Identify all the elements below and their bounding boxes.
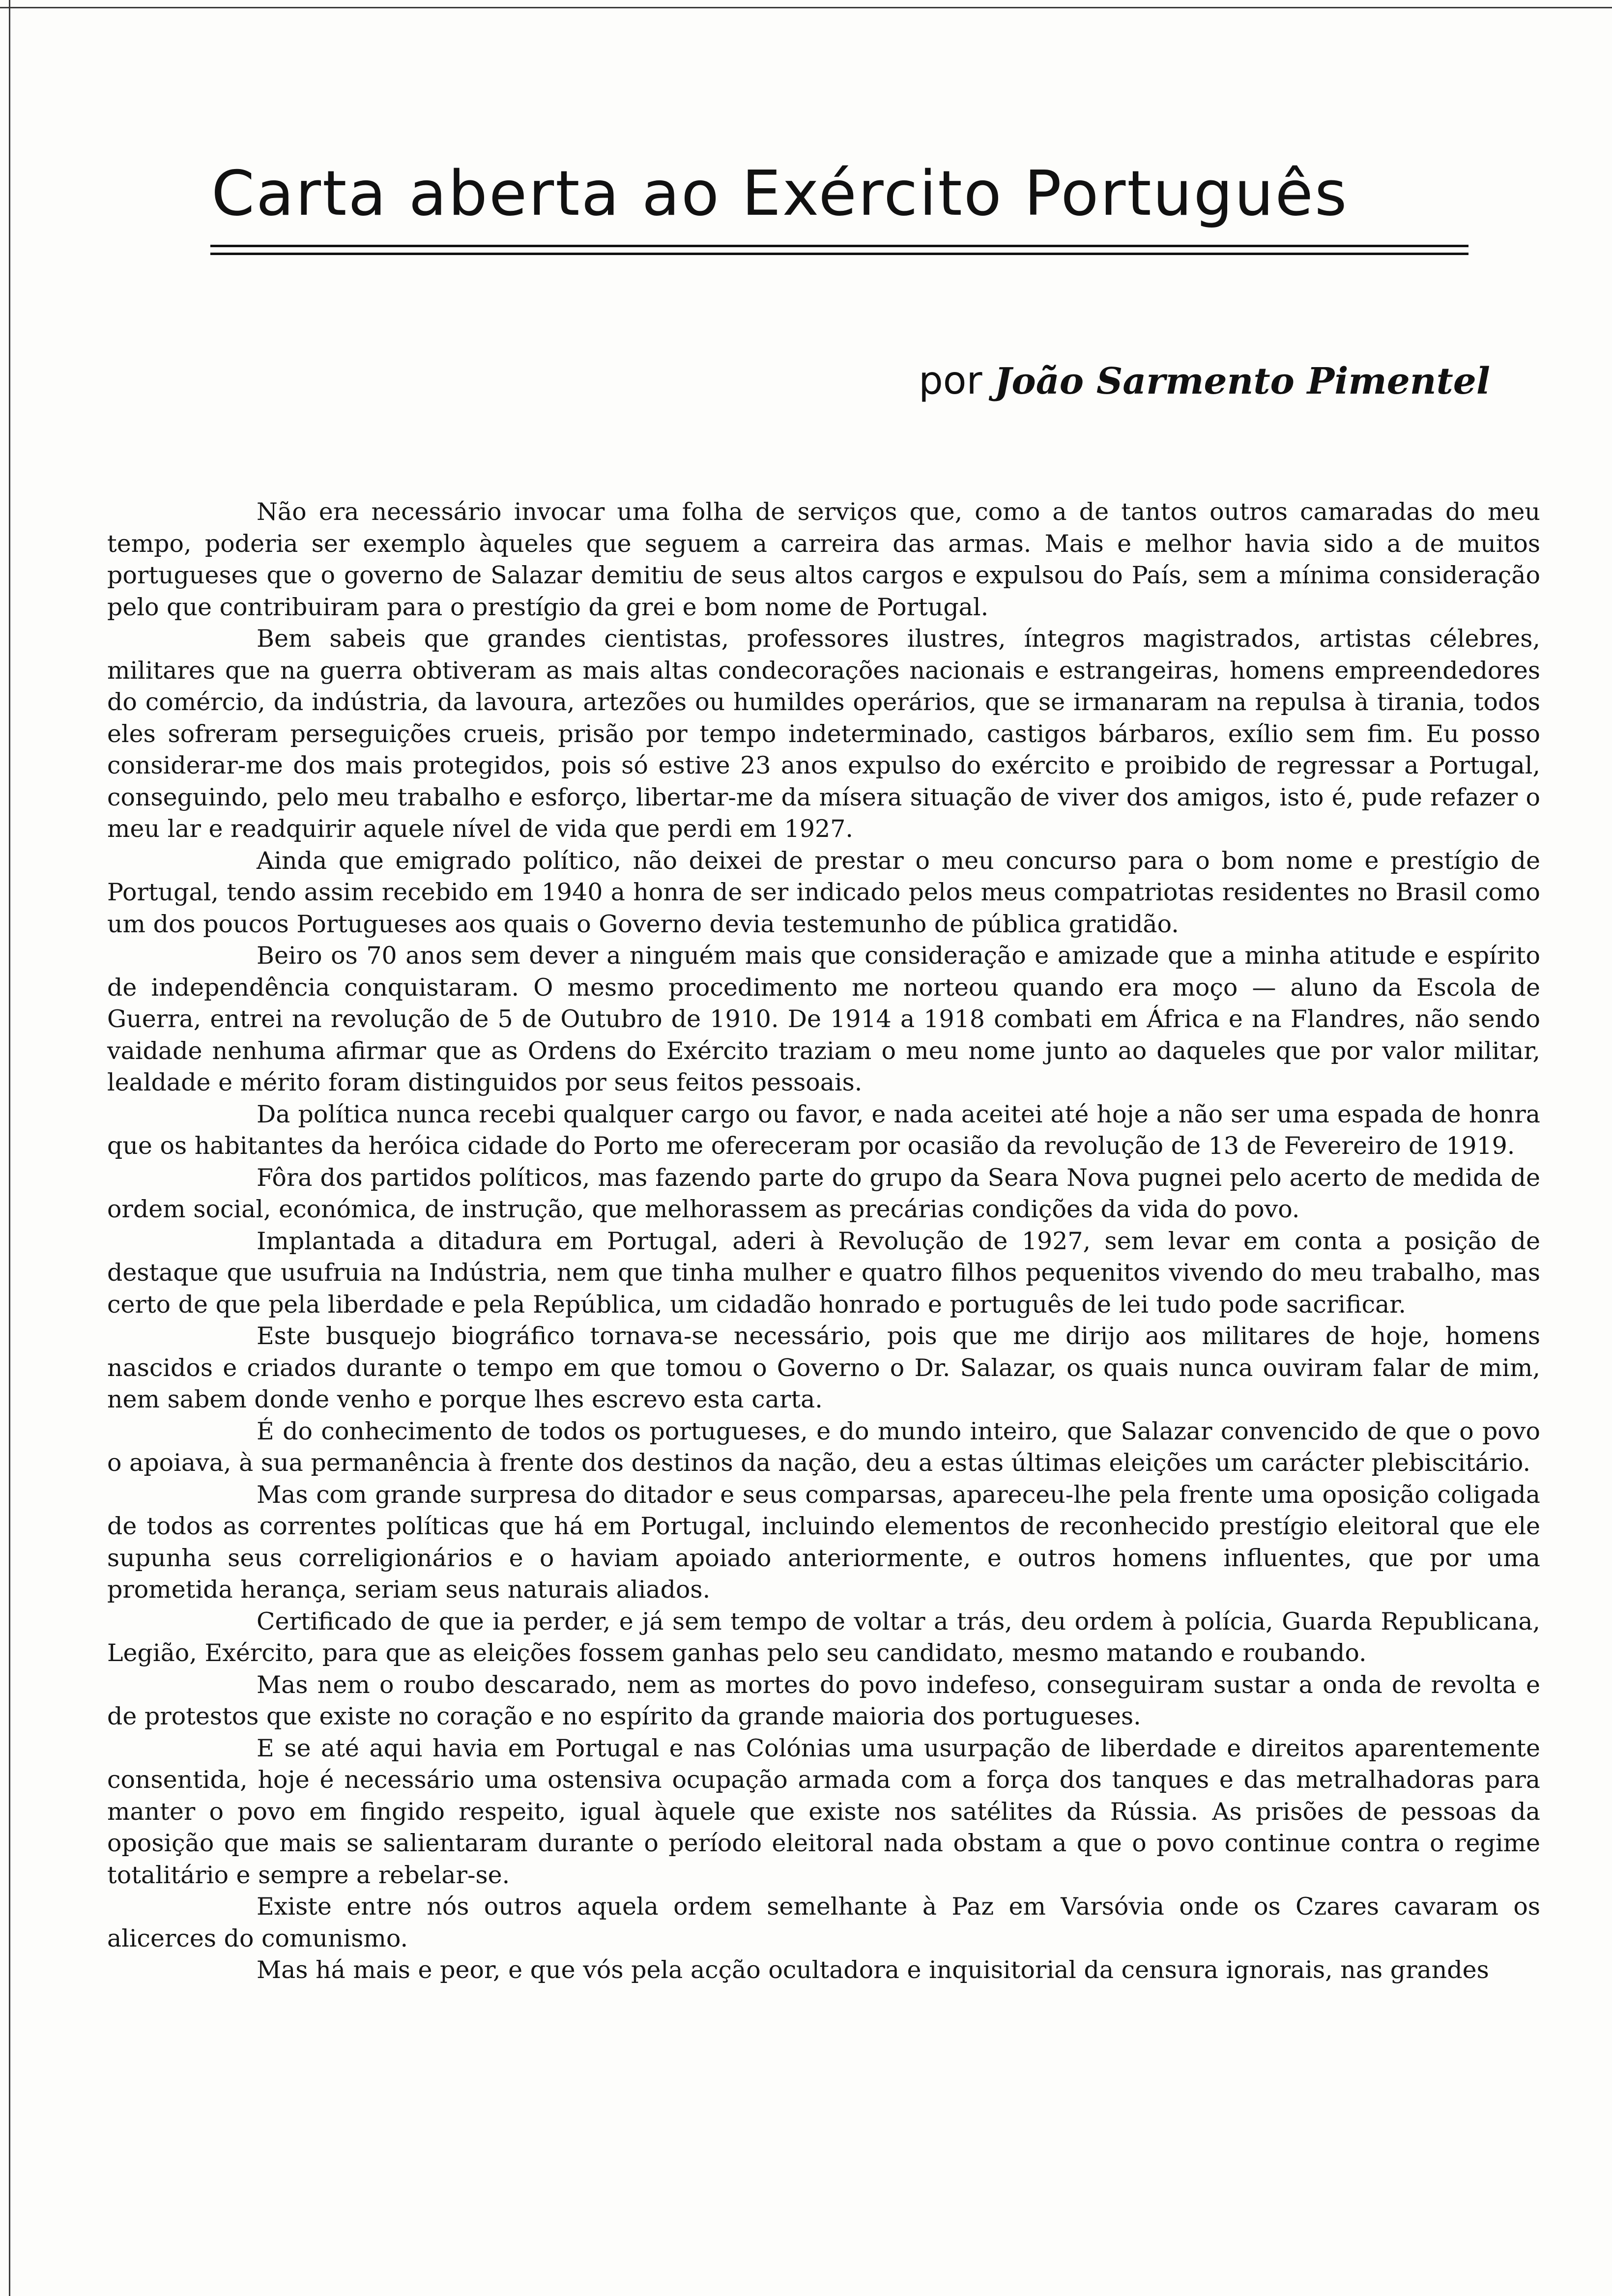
article-body [107, 496, 1540, 1986]
paragraph: Mas com grande surpresa do ditador e seus comparsas, apareceu-lhe pela frente uma oposição coligada de todos as correntes políticas que há em Portugal, incluindo elementos de reconhecido prestígio eleitoral que ele supunha seus correligionários e o haviam apoiado anteriormente, e outros homens influentes, que por uma prometida herança, seriam seus naturais aliados. [107, 1480, 1540, 1604]
author-name: João Sarmento Pimentel [994, 360, 1490, 402]
paragraph: Ainda que emigrado político, não deixei de prestar o meu concurso para o bom nome e prestígio de Portugal, tendo assim recebido em 1940 a honra de ser indicado pelos meus compatriotas residentes no Brasil como um dos poucos Portugueses aos quais o Governo devia testemunho de pública gratidão. [107, 846, 1540, 938]
paragraph: E se até aqui havia em Portugal e nas Colónias uma usurpação de liberdade e direitos aparentemente consentida, hoje é necessário uma ostensiva ocupação armada com a força dos tanques e das metralhadoras para manter o povo em fingido respeito, igual àquele que existe nos satélites da Rússia. As prisões de pessoas da oposição que mais se salientaram durante o período eleitoral nada obstam a que o povo continue contra o regime totalitário e sempre a rebelar-se. [107, 1734, 1540, 1889]
paragraph: Bem sabeis que grandes cientistas, professores ilustres, íntegros magistrados, artistas célebres, militares que na guerra obtiveram as mais altas condecorações nacionais e estrangeiras, homens empreendedores do comércio, da indústria, da lavoura, artezões ou humildes operários, que se irmanaram na repulsa à tirania, todos eles sofreram perseguições crueis, prisão por tempo indeterminado, castigos bárbaros, exílio sem fim. Eu posso considerar-me dos mais protegidos, pois só estive 23 anos expulso do exército e proibido de regressar a Portugal, conseguindo, pelo meu trabalho e esforço, libertar-me da mísera situação de viver dos amigos, isto é, pude refazer o meu lar e readquirir aquele nível de vida que perdi em 1927. [107, 625, 1540, 843]
paragraph: Não era necessário invocar uma folha de serviços que, como a de tantos outros camaradas do meu tempo, poderia ser exemplo àqueles que seguem a carreira das armas. Mais e melhor havia sido a de muitos portugueses que o governo de Salazar demitiu de seus altos cargos e expulsou do País, sem a mínima consideração pelo que contribuiram para o prestígio da grei e bom nome de Portugal. [107, 498, 1540, 621]
page-title: Carta aberta ao Exército Português [211, 157, 1349, 230]
paragraph: Certificado de que ia perder, e já sem tempo de voltar a trás, deu ordem à polícia, Guarda Republicana, Legião, Exército, para que as eleições fossem ganhas pelo seu candidato, mesmo matando e roubando. [107, 1607, 1540, 1667]
paragraph: Beiro os 70 anos sem dever a ninguém mais que consideração e amizade que a minha atitude e espírito de independência conquistaram. O mesmo procedimento me norteou quando era moço — aluno da Escola de Guerra, entrei na revolução de 5 de Outubro de 1910. De 1914 a 1918 combati em África e na Flandres, não sendo vaidade nenhuma afirmar que as Ordens do Exército traziam o meu nome junto ao daqueles que por valor militar, lealdade e mérito foram distinguidos por seus feitos pessoais. [107, 942, 1540, 1096]
paragraph: Da política nunca recebi qualquer cargo ou favor, e nada aceitei até hoje a não ser uma espada de honra que os habitantes da heróica cidade do Porto me ofereceram por ocasião da revolução de 13 de Fevereiro de 1919. [107, 1100, 1540, 1160]
paragraph: Este busquejo biográfico tornava-se necessário, pois que me dirijo aos militares de hoje, homens nascidos e criados durante o tempo em que tomou o Governo o Dr. Salazar, os quais nunca ouviram falar de mim, nem sabem donde venho e porque lhes escrevo esta carta. [107, 1322, 1540, 1413]
paragraph: Fôra dos partidos políticos, mas fazendo parte do grupo da Seara Nova pugnei pelo acerto de medida de ordem social, económica, de instrução, que melhorassem as precárias condições da vida do povo. [107, 1163, 1540, 1223]
byline [919, 359, 1490, 403]
paragraph: Existe entre nós outros aquela ordem semelhante à Paz em Varsóvia onde os Czares cavaram os alicerces do comunismo. [107, 1893, 1540, 1952]
paragraph: Mas nem o roubo descarado, nem as mortes do povo indefeso, conseguiram sustar a onda de revolta e de protestos que existe no coração e no espírito da grande maioria dos portugueses. [107, 1670, 1540, 1730]
paragraph: É do conhecimento de todos os portugueses, e do mundo inteiro, que Salazar convencido de que o povo o apoiava, à sua permanência à frente dos destinos da nação, deu a estas últimas eleições um carácter plebiscitário. [107, 1417, 1540, 1477]
scan-edge-left [9, 0, 10, 2296]
paragraph: Mas há mais e peor, e que vós pela acção ocultadora e inquisitorial da censura ignorais, nas grandes [257, 1956, 1489, 1984]
byline-prefix: por [919, 359, 982, 403]
scan-edge-top [0, 7, 1612, 8]
title-rule-lower [210, 253, 1468, 255]
title-rule-upper [210, 245, 1468, 247]
paragraph: Implantada a ditadura em Portugal, aderi à Revolução de 1927, sem levar em conta a posição de destaque que usufruia na Indústria, nem que tinha mulher e quatro filhos pequenitos vivendo do meu trabalho, mas certo de que pela liberdade e pela República, um cidadão honrado e português de lei tudo pode sacrificar. [107, 1227, 1540, 1319]
